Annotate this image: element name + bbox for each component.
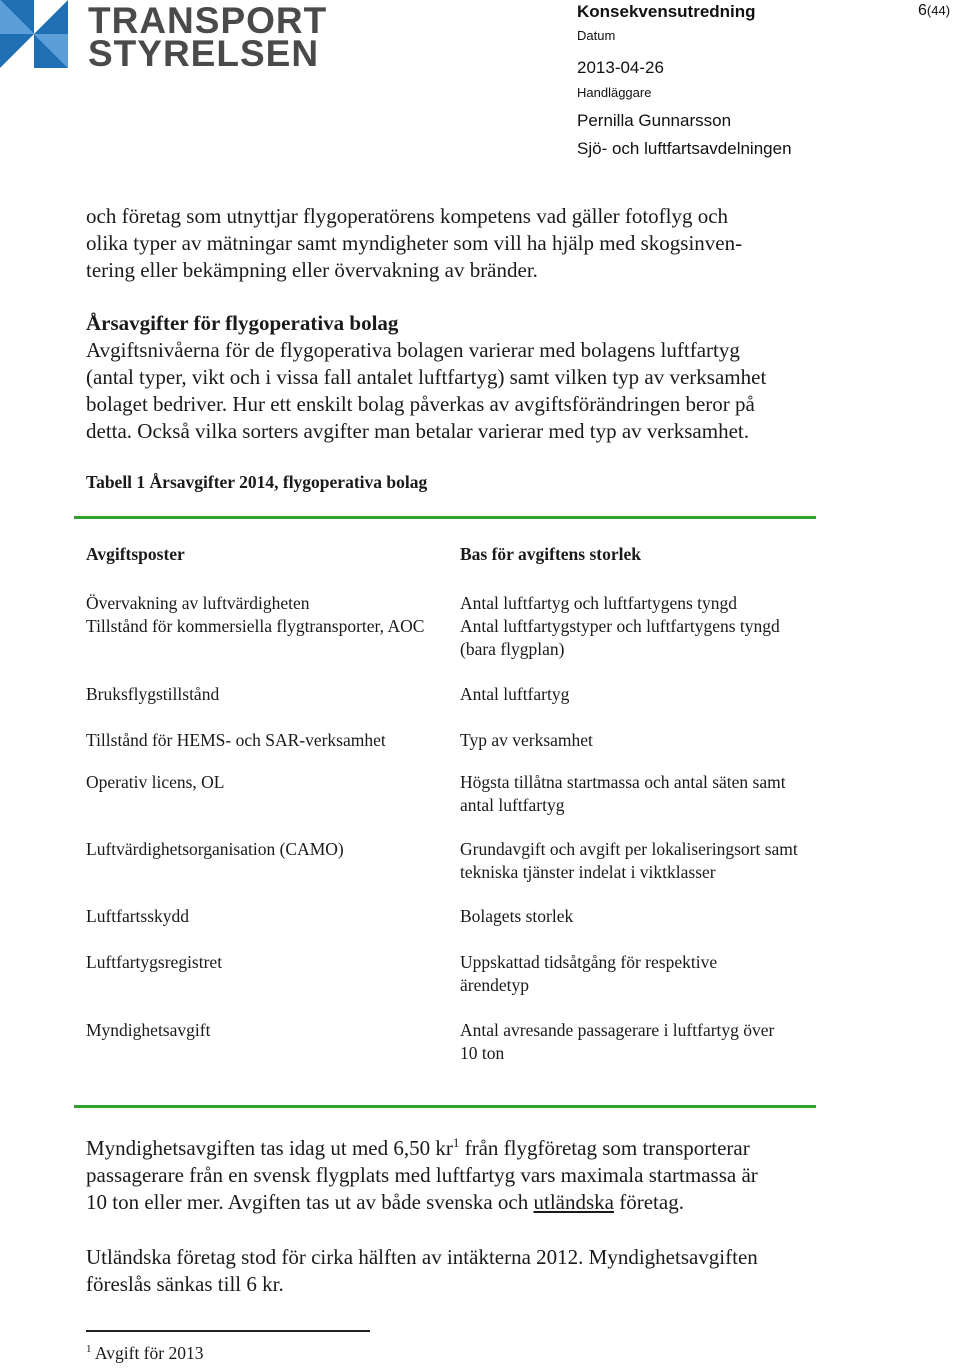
handler-name: Pernilla Gunnarsson bbox=[577, 111, 732, 130]
footnote-text: Avgift för 2013 bbox=[91, 1343, 204, 1363]
page-current: 6 bbox=[918, 2, 927, 19]
table-cell-item: Luftfartsskydd bbox=[86, 906, 190, 926]
closing-paragraph-1 bbox=[86, 1135, 856, 1216]
footnote bbox=[86, 1343, 203, 1364]
intro-paragraph bbox=[86, 203, 856, 284]
table-top-rule bbox=[74, 516, 816, 519]
table-cell-basis: Grundavgift och avgift per lokaliseringsort samt tekniska tjänster indelat i viktklasser bbox=[460, 839, 798, 882]
intro-line: tering eller bekämpning eller övervakning av bränder. bbox=[86, 258, 538, 282]
table-cell-basis: Antal luftfartyg och luftfartygens tyngd bbox=[460, 593, 738, 613]
section-line: bolaget bedriver. Hur ett enskilt bolag påverkas av avgiftsförändringen beror på bbox=[86, 392, 755, 416]
table-cell-item: Luftfartygsregistret bbox=[86, 952, 223, 972]
closing-text: företag. bbox=[613, 1190, 684, 1214]
closing-text: från flygföretag som transporterar bbox=[459, 1136, 750, 1160]
logo-text-transport: TRANSPORT bbox=[88, 0, 328, 41]
page-number: 6(44) bbox=[918, 2, 951, 19]
closing-line: passagerare från en svensk flygplats med luftfartyg vars maximala startmassa är bbox=[86, 1163, 758, 1187]
closing-line: föreslås sänkas till 6 kr. bbox=[86, 1272, 284, 1296]
table-caption: Tabell 1 Årsavgifter 2014, flygoperativa bolag bbox=[86, 472, 428, 492]
page-total: 44 bbox=[931, 3, 946, 18]
closing-line bbox=[86, 1189, 856, 1216]
footnote-separator bbox=[86, 1330, 370, 1332]
table-bottom-rule bbox=[74, 1105, 816, 1108]
table-cell-item: Bruksflygstillstånd bbox=[86, 684, 220, 704]
table-header-item: Avgiftsposter bbox=[86, 544, 185, 564]
table-cell-basis: Bolagets storlek bbox=[460, 906, 574, 926]
section-line: detta. Också vilka sorters avgifter man betalar varierar med typ av verksamhet. bbox=[86, 419, 749, 443]
handler-label: Handläggare bbox=[577, 85, 652, 100]
table-cell-basis: Antal avresande passagerare i luftfartyg över 10 ton bbox=[460, 1020, 775, 1063]
section-line: Avgiftsnivåerna för de flygoperativa bolagen varierar med bolagens luftfartyg bbox=[86, 338, 740, 362]
transportstyrelsen-logo bbox=[0, 0, 328, 74]
table-cell-item: Tillstånd för kommersiella flygtransporter, AOC bbox=[86, 616, 425, 636]
document-type: Konsekvensutredning bbox=[577, 2, 756, 21]
closing-paragraph-2 bbox=[86, 1244, 856, 1298]
footnote-reference[interactable]: 1 bbox=[452, 1135, 460, 1150]
intro-line: olika typer av mätningar samt myndigheter som vill ha hjälp med skogsinven- bbox=[86, 231, 743, 255]
underlined-word: utländska bbox=[533, 1190, 614, 1214]
table-cell-item: Luftvärdighetsorganisation (CAMO) bbox=[86, 839, 344, 859]
section-annual-fees bbox=[86, 310, 856, 445]
table-cell-basis: Antal luftfartyg bbox=[460, 684, 570, 704]
closing-line: Utländska företag stod för cirka hälften av intäkterna 2012. Myndighetsavgiften bbox=[86, 1245, 758, 1269]
table-cell-basis: Högsta tillåtna startmassa och antal säten samt antal luftfartyg bbox=[460, 772, 786, 815]
table-cell-item: Operativ licens, OL bbox=[86, 772, 225, 792]
date-label: Datum bbox=[577, 28, 616, 43]
table-cell-basis: Typ av verksamhet bbox=[460, 730, 593, 750]
table-cell-item: Myndighetsavgift bbox=[86, 1020, 211, 1040]
table-cell-item: Tillstånd för HEMS- och SAR-verksamhet bbox=[86, 730, 386, 750]
logo-mark-icon bbox=[0, 0, 80, 72]
logo-text-styrelsen: STYRELSEN bbox=[88, 33, 320, 74]
table-cell-item: Övervakning av luftvärdigheten bbox=[86, 593, 310, 613]
closing-text: Myndighetsavgiften tas idag ut med 6,50 kr bbox=[86, 1136, 453, 1160]
section-line: (antal typer, vikt och i vissa fall antalet luftfartyg) samt vilken typ av verksamhet bbox=[86, 365, 767, 389]
table-cell-basis: Antal luftfartygstyper och luftfartygens tyngd (bara flygplan) bbox=[460, 616, 780, 659]
section-heading: Årsavgifter för flygoperativa bolag bbox=[86, 311, 399, 335]
table-cell-basis: Uppskattad tidsåtgång för respektive ärendetyp bbox=[460, 952, 718, 995]
table-header-basis: Bas för avgiftens storlek bbox=[460, 544, 641, 564]
closing-text: 10 ton eller mer. Avgiften tas ut av både svenska och bbox=[86, 1190, 534, 1214]
date-value: 2013-04-26 bbox=[577, 58, 664, 77]
department: Sjö- och luftfartsavdelningen bbox=[577, 139, 792, 158]
footnote-mark: 1 bbox=[86, 1343, 92, 1356]
closing-line bbox=[86, 1135, 856, 1162]
intro-line: och företag som utnyttjar flygoperatörens kompetens vad gäller fotoflyg och bbox=[86, 204, 729, 228]
